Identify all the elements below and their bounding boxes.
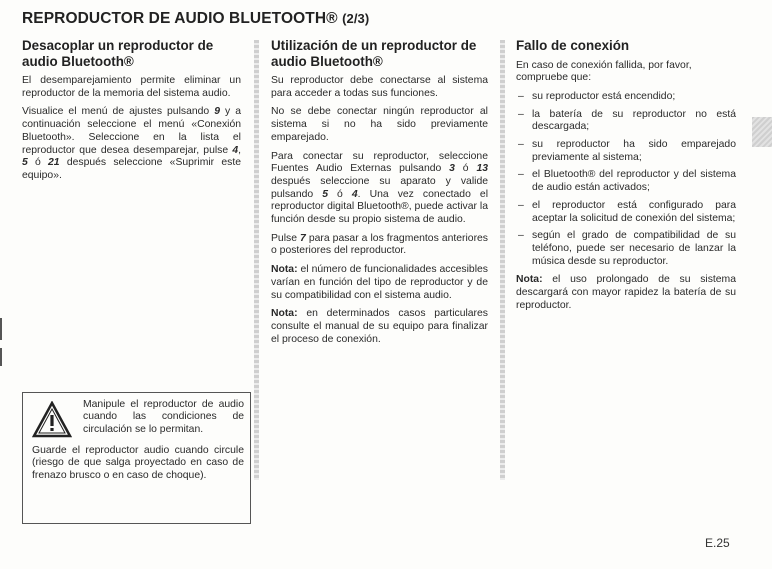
key-ref: 4 [351, 188, 358, 200]
paragraph: Su reproductor debe conectarse al sistema para acceder a todas sus funciones. [271, 75, 488, 99]
column-connection-failure [516, 38, 736, 318]
list-item: – la batería de su reproductor no está descargada; [516, 109, 736, 134]
section-tab-marker [752, 117, 772, 147]
note: Nota: el número de funcionalidades accesibles varían en función del tipo de reproductor y de su compatibilidad con el sistema audio. [271, 264, 488, 301]
page-title: REPRODUCTOR DE AUDIO BLUETOOTH® (2/3) [22, 10, 370, 27]
page-number: E.25 [705, 536, 730, 550]
section-heading-connection-failure: Fallo de conexión [516, 38, 630, 53]
key-ref: 21 [48, 157, 60, 169]
page-edge-mark [0, 348, 2, 366]
warning-text: Manipule el reproductor de audio cuando las condiciones de circulación se lo permitan. [83, 399, 244, 435]
note: Nota: el uso prolongado de su sistema descargará con mayor rapidez la batería de su reproductor. [516, 274, 736, 311]
column-divider [500, 40, 505, 480]
list-item: – según el grado de compatibilidad de su teléfono, puede ser necesario de lanzar la música desde su reproductor. [516, 230, 736, 268]
warning-text: Guarde el reproductor audio cuando circule (riesgo de que salga proyectado en caso de frenazo brusco o en caso de choque). [32, 445, 244, 481]
list-item: – su reproductor ha sido emparejado previamente al sistema; [516, 139, 736, 164]
checklist [516, 91, 736, 268]
section-heading-uncoupling: Desacoplar un reproductor de audio Bluetooth® [22, 38, 214, 69]
paragraph-instructions: Visualice el menú de ajustes pulsando 9 y a continuación seleccione el menú «Conexión Bluetooth». Seleccione en la lista el reproductor que desea desemparejar, pulse 4, 5 ó 21 después seleccione «Suprimir este equipo». [22, 106, 242, 181]
paragraph: No se debe conectar ningún reproductor al sistema si no ha sido previamente emparejado. [271, 106, 488, 143]
paragraph-instructions: Para conectar su reproductor, seleccione Fuentes Audio Externas pulsando 3 ó 13 después seleccione su aparato y valide pulsando 5 ó 4. Una vez conectado el reproductor digital Bluetooth®, puede activar la función desde su propio sistema de audio. [271, 150, 488, 226]
key-ref: 4 [232, 144, 239, 156]
key-ref: 5 [22, 157, 28, 169]
paragraph: El desemparejamiento permite eliminar un reproductor de la memoria del sistema audio. [22, 75, 241, 99]
note-label: Nota: [516, 274, 543, 286]
paragraph: En caso de conexión fallida, por favor, compruebe que: [516, 59, 692, 84]
column-divider [254, 40, 259, 480]
key-ref: 9 [214, 106, 220, 118]
key-ref: 7 [300, 232, 306, 244]
note-label: Nota: [271, 264, 298, 276]
key-ref: 13 [476, 163, 488, 175]
list-item: – su reproductor está encendido; [516, 91, 736, 104]
list-item: – el reproductor está configurado para aceptar la solicitud de conexión del sistema; [516, 200, 736, 225]
column-uncoupling [22, 38, 241, 189]
key-ref: 5 [322, 188, 329, 200]
page-title-part: (2/3) [342, 11, 370, 26]
warning-triangle-icon [32, 401, 72, 439]
column-usage [271, 38, 488, 352]
page-edge-mark [0, 318, 2, 340]
key-ref: 3 [449, 163, 455, 175]
list-item: – el Bluetooth® del reproductor y del sistema de audio están activados; [516, 169, 736, 194]
warning-box [22, 392, 251, 524]
note: Nota: en determinados casos particulares consulte el manual de su equipo para finalizar el proceso de conexión. [271, 308, 488, 345]
section-heading-usage: Utilización de un reproductor de audio Bluetooth® [271, 38, 477, 69]
paragraph-instructions: Pulse 7 para pasar a los fragmentos anteriores o posteriores del reproductor. [271, 232, 488, 257]
note-label: Nota: [271, 308, 298, 320]
